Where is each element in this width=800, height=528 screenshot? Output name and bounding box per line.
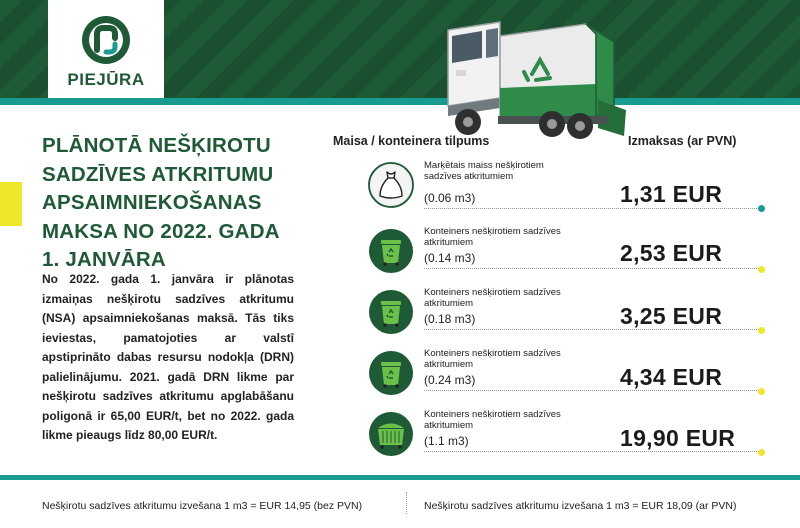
header-accent-stripe: [0, 98, 800, 105]
item-price: 3,25 EUR: [620, 303, 723, 329]
footer-note-right: Nešķirotu sadzīves atkritumu izvešana 1 m3 = EUR 18,09 (ar PVN): [424, 500, 737, 512]
item-volume: (0.18 m3): [424, 312, 476, 326]
item-label: Konteiners nešķirotiem sadzīves atkritumiem: [424, 287, 561, 309]
item-price: 4,34 EUR: [620, 364, 723, 390]
price-row: [360, 226, 790, 284]
row-dot: [758, 205, 765, 212]
waste-bin-icon: [368, 228, 414, 274]
item-label: Konteiners nešķirotiem sadzīves atkritumiem: [424, 348, 561, 370]
footer-note-left: Nešķirotu sadzīves atkritumu izvešana 1 m3 = EUR 14,95 (bez PVN): [42, 500, 363, 512]
price-row: [360, 160, 790, 218]
item-volume: (0.14 m3): [424, 251, 476, 265]
row-dot: [758, 327, 765, 334]
large-container-icon: [368, 411, 414, 457]
piejura-logo-icon: [80, 14, 132, 66]
item-price: 19,90 EUR: [620, 425, 736, 451]
highlight-bar: [0, 182, 22, 226]
price-row: [360, 348, 790, 406]
logo[interactable]: [48, 0, 164, 98]
item-volume: (1.1 m3): [424, 434, 469, 448]
waste-bin-icon: [368, 350, 414, 396]
waste-bin-icon: [368, 289, 414, 335]
row-dot: [758, 449, 765, 456]
waste-bag-icon: [368, 162, 414, 208]
price-row: [360, 287, 790, 345]
description-text: No 2022. gada 1. janvāra ir plānotas izmaiņas nešķirotu sadzīves atkritumu (NSA) apsaimniekošanas maksā. Tās tiks ieviestas, pamatojoties ar valstī apstiprināto dabas resursu nodokļa (DRN) palielinājumu. 2021. gadā DRN likme par nešķirotu sadzīves atkritumu apglabāšanu poligonā ir 65,00 EUR/t, bet no 2022. gada likme pieaugs līdz 80,00 EUR/t.: [42, 272, 294, 442]
item-label: Konteiners nešķirotiem sadzīves atkritumiem: [424, 409, 561, 431]
row-dot: [758, 266, 765, 273]
price-row: [360, 409, 790, 467]
item-volume: (0.24 m3): [424, 373, 476, 387]
item-price: 2,53 EUR: [620, 240, 723, 266]
logo-text: PIEJŪRA: [67, 70, 145, 89]
row-divider: [424, 268, 761, 269]
volume-column-header: Maisa / konteinera tilpums: [333, 134, 490, 148]
item-label: Konteiners nešķirotiem sadzīves atkritumiem: [424, 226, 561, 248]
row-dot: [758, 388, 765, 395]
price-column-header: Izmaksas (ar PVN): [628, 134, 737, 148]
item-label: Marķētais maiss nešķirotiem sadzīves atkritumiem: [424, 160, 544, 182]
footer-divider: [406, 492, 407, 514]
item-price: 1,31 EUR: [620, 181, 723, 207]
row-divider: [424, 208, 761, 209]
page-title: PLĀNOTĀ NEŠĶIROTU SADZĪVES ATKRITUMU APSAIMNIEKOŠANAS MAKSA NO 2022. GADA 1. JANVĀRA: [42, 134, 279, 271]
item-volume: (0.06 m3): [424, 191, 476, 205]
